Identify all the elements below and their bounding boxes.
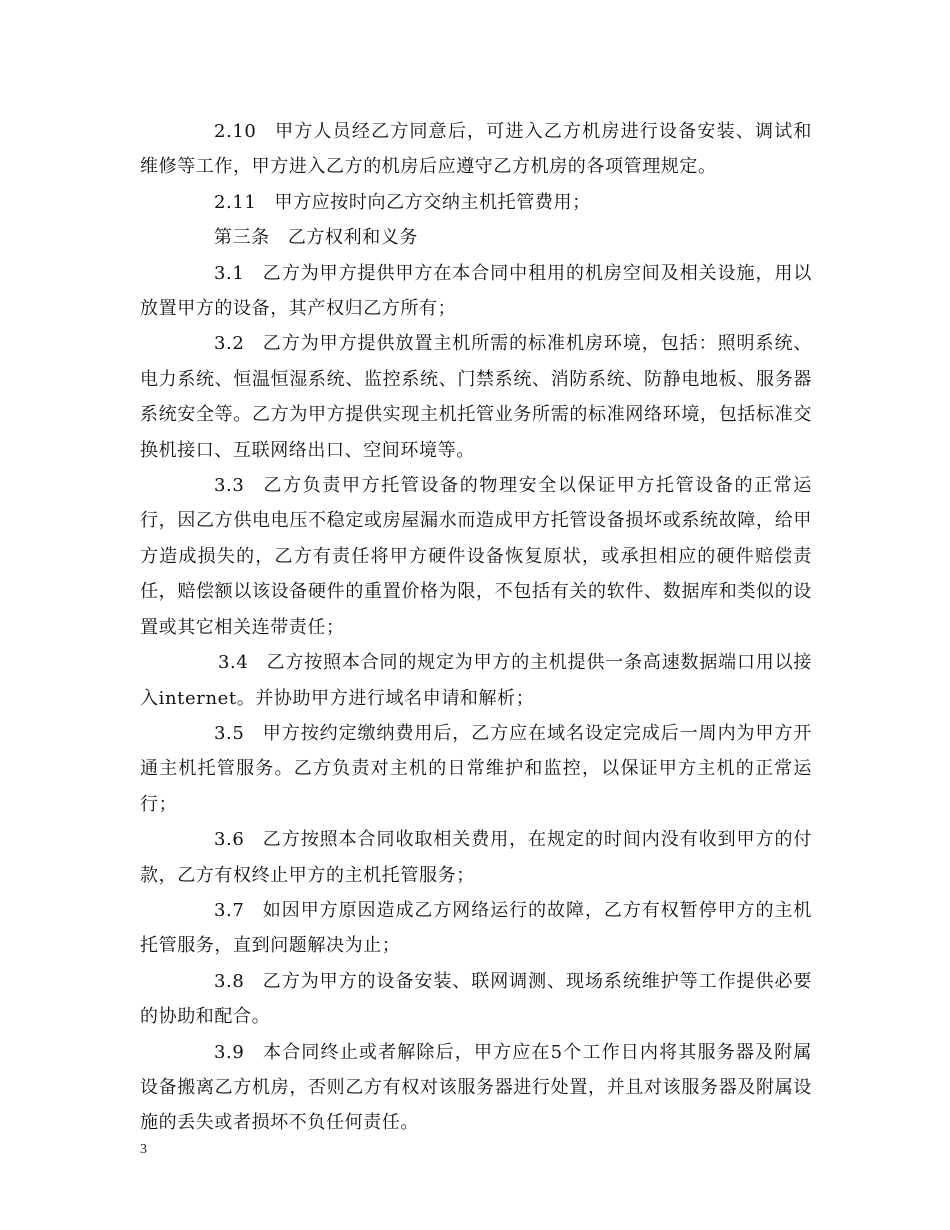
clause-number: 3.2 [214,333,245,355]
clause-3-6 [140,822,812,893]
clause-text: 本合同终止或者解除后，甲方应在5个工作日内将其服务器及附属设备搬离乙方机房，否则乙方有权对该服务器进行处置，并且对该服务器及附属设施的丢失或者损坏不负任何责任。 [140,1041,812,1134]
clause-3-4 [140,645,812,716]
clause-number: 3.3 [214,475,245,497]
clause-number: 3.9 [214,1041,245,1063]
article-number: 第三条 [214,227,270,249]
clause-text: 乙方按照本合同的规定为甲方的主机提供一条高速数据端口用以接入internet。并协助甲方进行域名申请和解析； [140,652,812,709]
clause-number: 3.7 [214,899,245,921]
clause-text: 如因甲方原因造成乙方网络运行的故障，乙方有权暂停甲方的主机托管服务，直到问题解决为止； [140,899,812,957]
clause-text: 甲方应按时向乙方交纳主机托管费用； [274,191,591,213]
clause-text: 乙方为甲方提供甲方在本合同中租用的机房空间及相关设施，用以放置甲方的设备，其产权归乙方所有； [140,262,812,320]
clause-number: 3.1 [214,262,245,284]
clause-2-10 [140,114,812,185]
document-body [140,114,812,1141]
clause-text: 乙方按照本合同收取相关费用，在规定的时间内没有收到甲方的付款，乙方有权终止甲方的主机托管服务； [140,829,812,886]
clause-3-2 [140,326,812,468]
clause-3-3 [140,468,812,645]
clause-text: 甲方按约定缴纳费用后，乙方应在域名设定完成后一周内为甲方开通主机托管服务。乙方负责对主机的日常维护和监控，以保证甲方主机的正常运行； [140,722,812,815]
clause-number: 3.8 [214,970,245,992]
clause-3-9 [140,1035,812,1141]
clause-text: 乙方负责甲方托管设备的物理安全以保证甲方托管设备的正常运行，因乙方供电电压不稳定或房屋漏水而造成甲方托管设备损坏或系统故障，给甲方造成损失的，乙方有责任将甲方硬件设备恢复原状，或承担相应的硬件赔偿责任，赔偿额以该设备硬件的重置价格为限，不包括有关的软件、数据库和类似的设置或其它相关连带责任； [140,475,812,638]
clause-text: 乙方为甲方的设备安装、联网调测、现场系统维护等工作提供必要的协助和配合。 [140,970,812,1028]
clause-number: 2.10 [214,121,257,142]
clause-3-1 [140,256,812,327]
clause-number: 3.6 [214,829,245,851]
clause-number: 2.11 [214,191,257,213]
clause-3-5 [140,716,812,822]
clause-3-8 [140,964,812,1035]
clause-text: 乙方为甲方提供放置主机所需的标准机房环境，包括：照明系统、电力系统、恒温恒湿系统、监控系统、门禁系统、消防系统、防静电地板、服务器系统安全等。乙方为甲方提供实现主机托管业务所需的标准网络环境，包括标准交换机接口、互联网络出口、空间环境等。 [140,333,812,461]
article-title: 乙方权利和义务 [287,227,419,249]
clause-3-7 [140,893,812,964]
clause-number: 3.4 [218,652,249,674]
page-number: 3 [140,1142,147,1157]
clause-number: 3.5 [214,722,245,744]
article-3-heading [140,220,812,255]
clause-text: 甲方人员经乙方同意后，可进入乙方机房进行设备安装、调试和维修等工作，甲方进入乙方的机房后应遵守乙方机房的各项管理规定。 [140,121,812,178]
clause-2-11 [140,185,812,220]
